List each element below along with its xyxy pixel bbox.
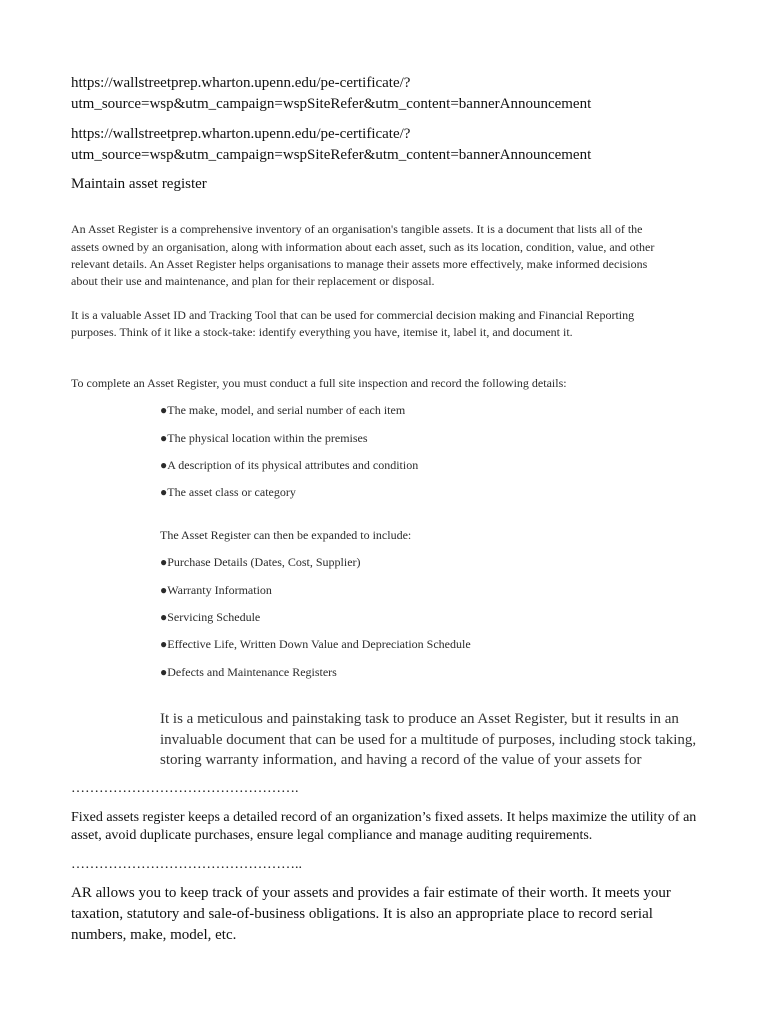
detail-bullet: ●A description of its physical attributes and condition: [160, 458, 419, 472]
meticulous-line: storing warranty information, and having a record of the value of your assets for: [160, 752, 642, 768]
intro-line: about their use and maintenance, and plan for their replacement or disposal.: [71, 274, 435, 288]
detail-bullet: ●The make, model, and serial number of each item: [160, 403, 406, 417]
meticulous-line: It is a meticulous and painstaking task to produce an Asset Register, but it results in an: [160, 711, 679, 727]
tool-line: It is a valuable Asset ID and Tracking Tool that can be used for commercial decision making and Financial Reporting: [71, 308, 635, 322]
expand-bullet: ●Effective Life, Written Down Value and Depreciation Schedule: [160, 637, 471, 651]
expand-bullet: ●Servicing Schedule: [160, 610, 261, 624]
complete-intro: To complete an Asset Register, you must conduct a full site inspection and record the following details:: [71, 376, 567, 390]
link-line[interactable]: utm_source=wsp&utm_campaign=wspSiteRefer&utm_content=bannerAnnouncement: [71, 96, 592, 112]
section-heading: Maintain asset register: [71, 176, 207, 192]
meticulous-line: invaluable document that can be used for a multitude of purposes, including stock taking,: [160, 732, 697, 748]
expand-bullet: ●Purchase Details (Dates, Cost, Supplier): [160, 555, 361, 569]
fixed-assets-line: Fixed assets register keeps a detailed record of an organization’s fixed assets. It helps maximize the utility of an: [71, 810, 697, 825]
tool-line: purposes. Think of it like a stock-take: identify everything you have, itemise it, label it, and document it.: [71, 325, 573, 339]
ar-line: taxation, statutory and sale-of-business obligations. It is also an appropriate place to record serial: [71, 906, 653, 922]
ar-line: numbers, make, model, etc.: [71, 927, 237, 943]
dotted-separator: …………………………………………..: [71, 857, 302, 872]
link-line[interactable]: utm_source=wsp&utm_campaign=wspSiteRefer&utm_content=bannerAnnouncement: [71, 147, 592, 163]
intro-line: relevant details. An Asset Register helps organisations to manage their assets more effectively, make informed decisions: [71, 257, 648, 271]
dotted-separator: ………………………………………….: [71, 781, 299, 796]
expand-intro: The Asset Register can then be expanded to include:: [160, 528, 412, 542]
link-line[interactable]: https://wallstreetprep.wharton.upenn.edu/pe-certificate/?: [71, 75, 411, 91]
ar-line: AR allows you to keep track of your assets and provides a fair estimate of their worth. It meets your: [71, 885, 671, 901]
expand-bullet: ●Warranty Information: [160, 583, 272, 597]
intro-line: assets owned by an organisation, along with information about each asset, such as its location, condition, value, and other: [71, 240, 655, 254]
detail-bullet: ●The physical location within the premises: [160, 431, 368, 445]
detail-bullet: ●The asset class or category: [160, 485, 296, 499]
expand-bullet: ●Defects and Maintenance Registers: [160, 665, 337, 679]
link-line[interactable]: https://wallstreetprep.wharton.upenn.edu/pe-certificate/?: [71, 126, 411, 142]
intro-line: An Asset Register is a comprehensive inventory of an organisation's tangible assets. It is a document that lists all of the: [71, 222, 643, 236]
fixed-assets-line: asset, avoid duplicate purchases, ensure legal compliance and manage auditing requirements.: [71, 828, 593, 843]
